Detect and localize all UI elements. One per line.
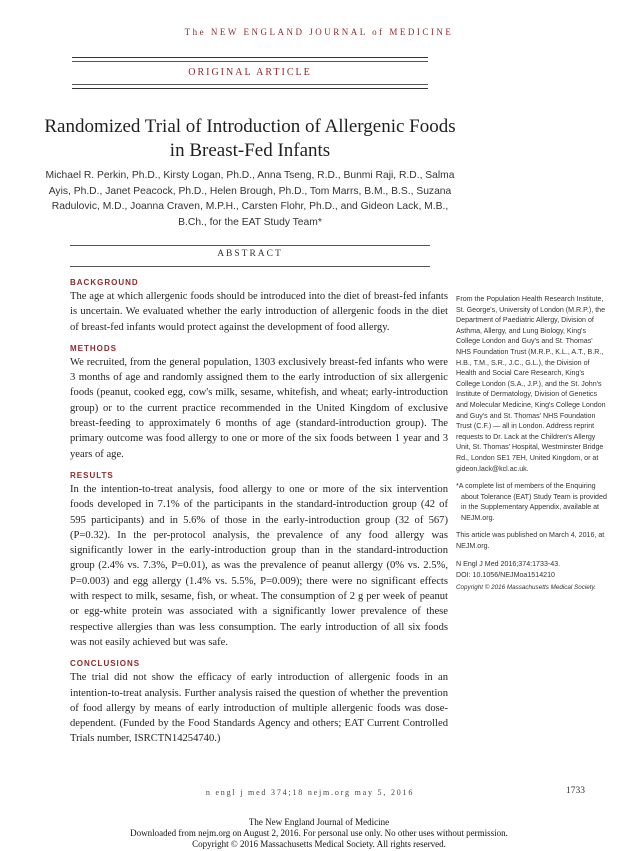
abstract bbox=[70, 278, 448, 756]
article-type-box bbox=[72, 57, 428, 89]
results-heading: RESULTS bbox=[70, 470, 114, 480]
conclusions-text: The trial did not show the efficacy of early introduction of allergenic foods in an intention-to-treat analysis. Further analysis raised the question of whether the prevention of food allergy by means of early introduction of multiple allergenic foods was dose-dependent. (Funded by the Food Standards Agency and others; EAT Current Controlled Trials number, ISRCTN14254740.) bbox=[70, 672, 448, 745]
methods-heading: METHODS bbox=[70, 343, 117, 353]
published-note: This article was published on March 4, 2016, at NEJM.org. bbox=[456, 531, 605, 551]
footer-copyright: Copyright © 2016 Massachusetts Medical Society. All rights reserved. bbox=[192, 839, 446, 849]
article-title: Randomized Trial of Introduction of Allergenic Foods in Breast-Fed Infants bbox=[44, 116, 456, 161]
abstract-label: ABSTRACT bbox=[217, 249, 283, 259]
journal-header: The NEW ENGLAND JOURNAL of MEDICINE bbox=[184, 27, 454, 37]
background-heading: BACKGROUND bbox=[70, 278, 139, 287]
study-team-note: *A complete list of members of the Enquiring about Tolerance (EAT) Study Team is provided in the Supplementary Appendix, available at NEJM.org. bbox=[456, 482, 607, 522]
citation: N Engl J Med 2016;374:1733-43. bbox=[456, 559, 561, 568]
conclusions-heading: CONCLUSIONS bbox=[70, 659, 141, 669]
running-foot: n engl j med 374;18 nejm.org may 5, 2016 bbox=[205, 788, 415, 797]
doi: DOI: 10.1056/NEJMoa1514210 bbox=[456, 570, 555, 579]
affiliations: From the Population Health Research Institute, St. George's, University of London (M.R.P.), the Department of Paediatric Allergy, Division of Asthma, Allergy, and Lung Biology, King's College London and Guy's and St. Thomas' NHS Foundation Trust (M.R.P., K.L., A.T., B.R., H.B., T.M., S.R., J.C., G.L.), the Division of Health and Social Care Research, King's College London (S.A., J.P.), and the St. John's Institute of Dermatology, Division of Genetics and Molecular Medicine, King's College London and Guy's and St. Thomas' NHS Foundation Trust (C.F.) — all in London. Address reprint requests to Dr. Lack at the Children's Allergy Unit, St. Thomas' Hospital, Westminster Bridge Rd., London SE1 7EH, United Kingdom, or at gideon.lack@kcl.ac.uk. bbox=[456, 295, 606, 473]
download-footer bbox=[0, 817, 638, 850]
footer-journal: The New England Journal of Medicine bbox=[248, 817, 390, 827]
article-type: ORIGINAL ARTICLE bbox=[188, 67, 312, 78]
article-sidebar bbox=[456, 294, 608, 593]
page-number: 1733 bbox=[566, 786, 585, 796]
background-text: The age at which allergenic foods should be introduced into the diet of breast-fed infants is uncertain. We evaluated whether the early introduction of allergenic foods in the diet of breast-fed infants would protect against the development of food allergy. bbox=[70, 291, 448, 333]
abstract-bar bbox=[70, 245, 430, 267]
results-text: In the intention-to-treat analysis, food allergy to one or more of the six intervention foods developed in 7.1% of the participants in the standard-introduction group (42 of 595 participants) and in 5.6% of those in the early-introduction group (32 of 567) (P=0.32). In the per-protocol analysis, the prevalence of any food allergy was significantly lower in the early-introduction group than in the standard-introduction group (2.4% vs. 7.3%, P=0.01), as was the prevalence of peanut allergy (0% vs. 2.5%, P=0.003) and egg allergy (1.4% vs. 5.5%, P=0.009); there were no significant effects with respect to milk, sesame, fish, or wheat. The consumption of 2 g per week of peanut or egg-white protein was associated with a significantly lower prevalence of these respective allergies than was less consumption. The early introduction of all six foods was not easily achieved but was safe. bbox=[70, 483, 448, 648]
sidebar-copyright: Copyright © 2016 Massachusetts Medical Society. bbox=[456, 583, 596, 591]
methods-text: We recruited, from the general population, 1303 exclusively breast-fed infants who were 3 months of age and randomly assigned them to the early introduction of six allergenic foods (peanut, cooked egg, cow's milk, sesame, whitefish, and wheat; early-introduction group) or to the current practice recommended in the United Kingdom of exclusive breast-feeding to approximately 6 months of age (standard-introduction group). The primary outcome was food allergy to one or more of the six foods between 1 year and 3 years of age. bbox=[70, 356, 448, 460]
author-list: Michael R. Perkin, Ph.D., Kirsty Logan, Ph.D., Anna Tseng, R.D., Bunmi Raji, R.D., Salma Ayis, Ph.D., Janet Peacock, Ph.D., Helen Brough, Ph.D., Tom Marrs, B.M., B.S., Suzana Radulovic, M.D., Joanna Craven, M.P.H., Carsten Flohr, Ph.D., and Gideon Lack, M.B., B.Ch., for the EAT Study Team* bbox=[45, 170, 455, 228]
footer-download-note: Downloaded from nejm.org on August 2, 2016. For personal use only. No other uses without permission. bbox=[130, 828, 508, 838]
